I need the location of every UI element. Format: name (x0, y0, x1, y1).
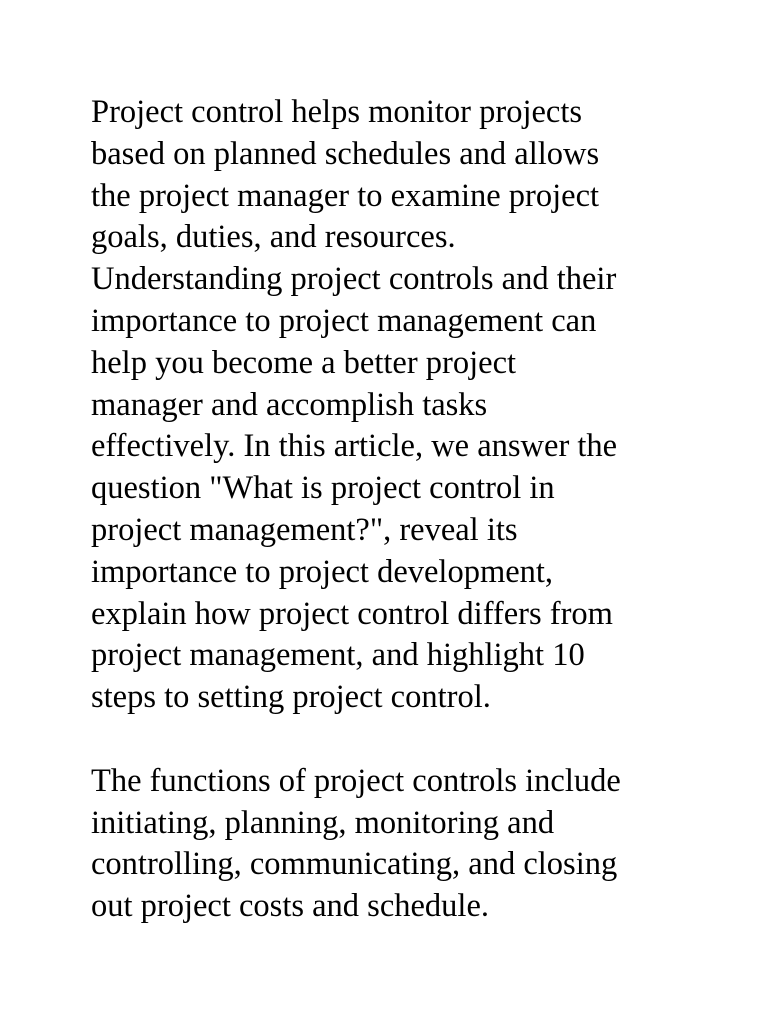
paragraph-1 (91, 92, 676, 719)
text-line: project management?", reveal its (91, 511, 518, 548)
document-body (91, 92, 676, 928)
text-line: importance to project development, (91, 553, 554, 590)
text-line: out project costs and schedule. (91, 888, 490, 925)
text-line: manager and accomplish tasks (91, 386, 488, 423)
text-line: based on planned schedules and allows (91, 135, 600, 172)
text-line: Project control helps monitor projects (91, 94, 583, 130)
text-line: help you become a better project (91, 344, 517, 381)
text-line: Understanding project controls and their (91, 261, 617, 298)
paragraph-2 (91, 761, 676, 928)
text-line: the project manager to examine project (91, 177, 600, 214)
text-line: explain how project control differs from (91, 595, 613, 632)
text-line: effectively. In this article, we answer the (91, 428, 618, 465)
paragraph-spacer (91, 719, 676, 761)
text-line: controlling, communicating, and closing (91, 846, 618, 883)
text-line: initiating, planning, monitoring and (91, 804, 555, 841)
text-line: question "What is project control in (91, 470, 555, 507)
text-line: The functions of project controls include (91, 762, 621, 799)
text-line: goals, duties, and resources. (91, 219, 456, 256)
text-line: importance to project management can (91, 302, 597, 339)
text-line: project management, and highlight 10 (91, 637, 585, 674)
text-line: steps to setting project control. (91, 679, 491, 716)
